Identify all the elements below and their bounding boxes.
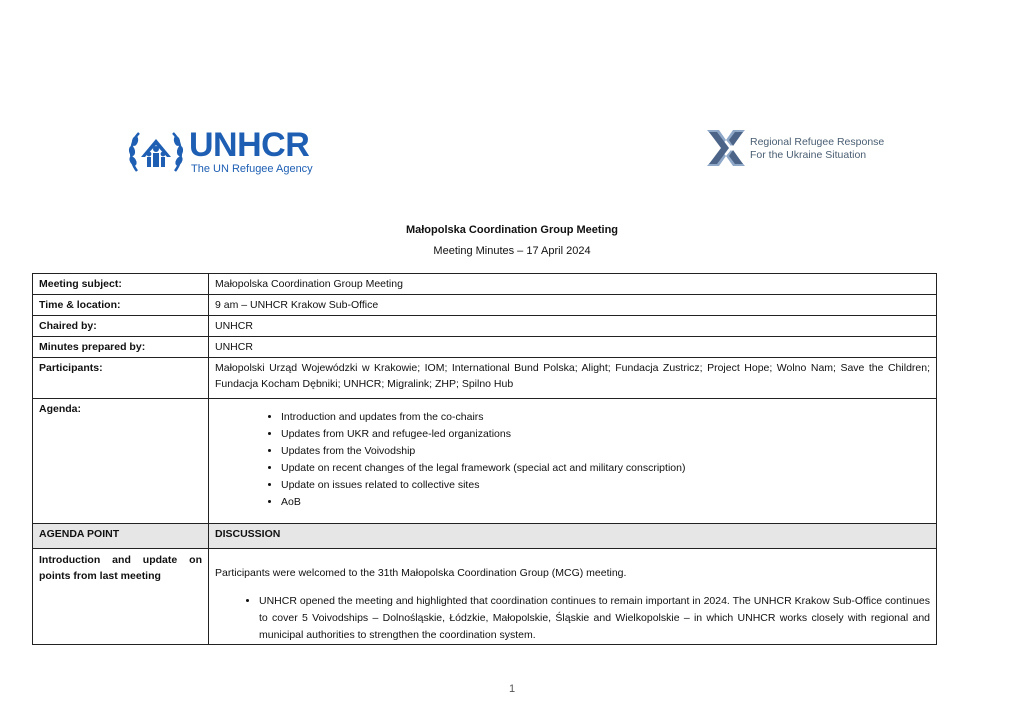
discussion-cell <box>209 549 937 645</box>
table-row <box>33 358 937 399</box>
row-value: UNHCR <box>209 337 937 358</box>
table-row <box>33 316 937 337</box>
rrr-line-2: For the Ukraine Situation <box>750 149 867 161</box>
document-title: Małopolska Coordination Group Meeting <box>405 224 619 236</box>
rrr-line-1: Regional Refugee Response <box>750 136 885 148</box>
table-row <box>33 295 937 316</box>
agenda-item: • Update on recent changes of the legal framework (special act and military conscription) <box>281 460 930 477</box>
row-label: Time & location: <box>33 295 209 316</box>
discussion-bullets <box>215 593 930 644</box>
row-label: Minutes prepared by: <box>33 337 209 358</box>
table-header-row <box>33 524 937 549</box>
unhcr-logo <box>127 127 337 179</box>
agenda-item: • AoB <box>281 494 930 511</box>
row-value: Małopolska Coordination Group Meeting <box>209 274 937 295</box>
row-label: Participants: <box>33 358 209 399</box>
rrr-emblem-icon <box>705 126 747 170</box>
agenda-cell <box>209 399 937 524</box>
agenda-label: Agenda: <box>33 399 209 524</box>
agenda-item: • Introduction and updates from the co-chairs <box>281 409 930 426</box>
discussion-header: DISCUSSION <box>209 524 937 549</box>
agenda-list <box>215 409 930 511</box>
row-value: UNHCR <box>209 316 937 337</box>
table-row <box>33 399 937 524</box>
row-label: Chaired by: <box>33 316 209 337</box>
rrr-logo <box>705 126 905 172</box>
unhcr-tagline: The UN Refugee Agency <box>191 163 313 175</box>
agenda-item: • Updates from UKR and refugee-led organizations <box>281 426 930 443</box>
agenda-item: • Updates from the Voivodship <box>281 443 930 460</box>
discussion-bullet: • UNHCR opened the meeting and highlighted that coordination continues to remain important in 2024. The UNHCR Krakow Sub-Office continues to cover 5 Voivodships – Dolnośląskie, Łódzkie, Małopolskie, Śląskie and Wielkopolskie – in which UNHCR works closely with regional and municipal authorities to strengthen the coordination system. <box>259 593 930 644</box>
table-row <box>33 549 937 645</box>
table-row <box>33 274 937 295</box>
agenda-point-label: Introduction and update on points from last meeting <box>33 549 209 645</box>
minutes-table <box>32 273 937 645</box>
agenda-item: • Update on issues related to collective sites <box>281 477 930 494</box>
unhcr-emblem-icon <box>127 127 185 177</box>
rrr-logo-text <box>750 136 884 162</box>
row-label: Meeting subject: <box>33 274 209 295</box>
unhcr-wordmark: UNHCR <box>189 126 310 164</box>
agenda-point-header: AGENDA POINT <box>33 524 209 549</box>
table-row <box>33 337 937 358</box>
page-number: 1 <box>508 683 516 695</box>
discussion-intro: Participants were welcomed to the 31th Małopolska Coordination Group (MCG) meeting. <box>215 567 627 579</box>
participants-value: Małopolski Urząd Wojewódzki w Krakowie; IOM; International Bund Polska; Alight; Fundacja Zustricz; Project Hope; Wolno Nam; Save the Children; Fundacja Kocham Dębniki; UNHCR; Migralink; ZHP; Spilno Hub <box>209 358 937 399</box>
row-value: 9 am – UNHCR Krakow Sub-Office <box>209 295 937 316</box>
document-subtitle: Meeting Minutes – 17 April 2024 <box>433 245 591 257</box>
